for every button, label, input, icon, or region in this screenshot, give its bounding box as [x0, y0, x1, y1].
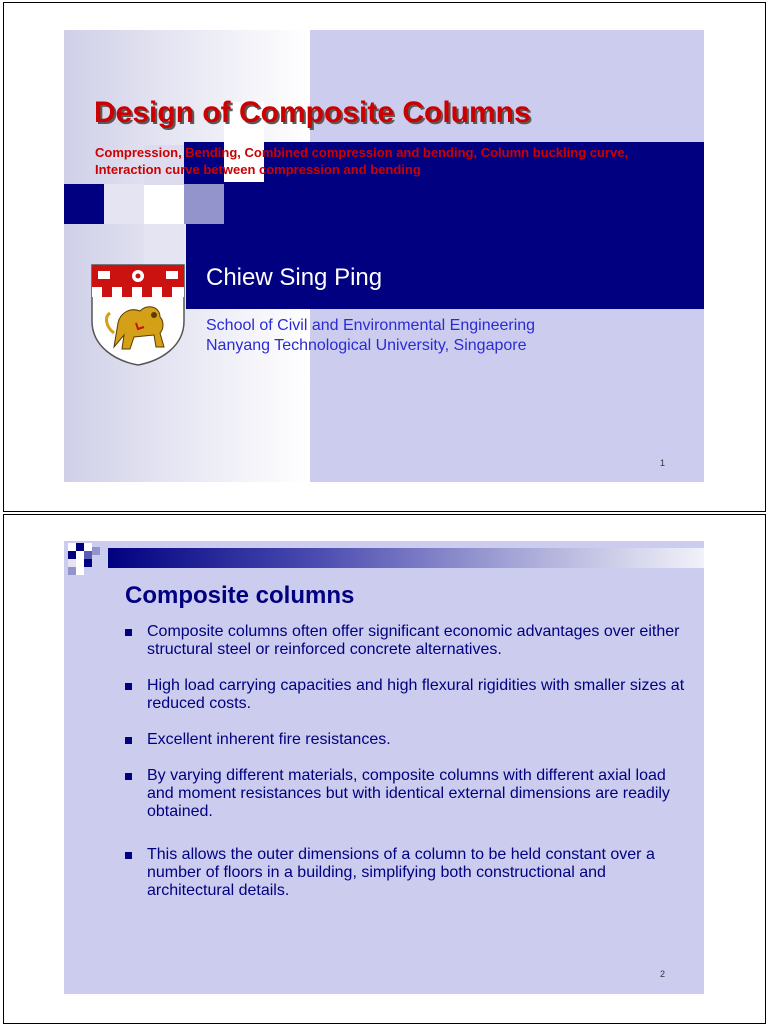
decor-square [144, 184, 184, 224]
author-name: Chiew Sing Ping [206, 264, 383, 291]
list-item [122, 731, 692, 749]
list-item [122, 677, 692, 713]
slide-subtitle: Compression, Bending, Combined compression and bending, Column buckling curve, Interaction curve between compression and bending [95, 145, 629, 177]
title-slide [64, 30, 704, 482]
slide-title: Design of Composite Columns [94, 96, 531, 129]
bullet-text: Excellent inherent fire resistances. [147, 731, 391, 748]
corner-squares-decoration [64, 541, 108, 577]
bullet-text: By varying different materials, composite columns with different axial load and moment resistances but with identical external dimensions are readily obtained. [147, 767, 670, 820]
page-number: 1 [660, 458, 666, 468]
square-bullet-icon [125, 737, 132, 744]
square-bullet-icon [125, 683, 132, 690]
square-bullet-icon [125, 629, 132, 636]
decor-square [144, 224, 184, 264]
slide-heading: Composite columns [125, 582, 355, 609]
decor-square [184, 184, 224, 224]
bullet-text: High load carrying capacities and high flexural rigidities with smaller sizes at reduced costs. [147, 677, 685, 712]
content-slide [64, 541, 704, 994]
affiliation-line-1: School of Civil and Environmental Engineering [206, 317, 536, 334]
decor-square [64, 184, 104, 224]
bullet-text: This allows the outer dimensions of a column to be held constant over a number of floors in a building, simplifying both constructional and architectural details. [147, 846, 655, 899]
square-bullet-icon [125, 852, 132, 859]
list-item [122, 846, 692, 900]
bullet-list [122, 623, 692, 900]
university-crest-icon [90, 263, 186, 367]
list-item [122, 623, 692, 659]
header-gradient-bar [104, 548, 704, 568]
page-number: 2 [660, 969, 666, 979]
list-item [122, 767, 692, 821]
decor-square [104, 184, 144, 224]
square-bullet-icon [125, 773, 132, 780]
bullet-text: Composite columns often offer significant economic advantages over either structural steel or reinforced concrete alternatives. [147, 623, 680, 658]
affiliation [206, 316, 535, 356]
affiliation-line-2: Nanyang Technological University, Singapore [206, 337, 527, 354]
